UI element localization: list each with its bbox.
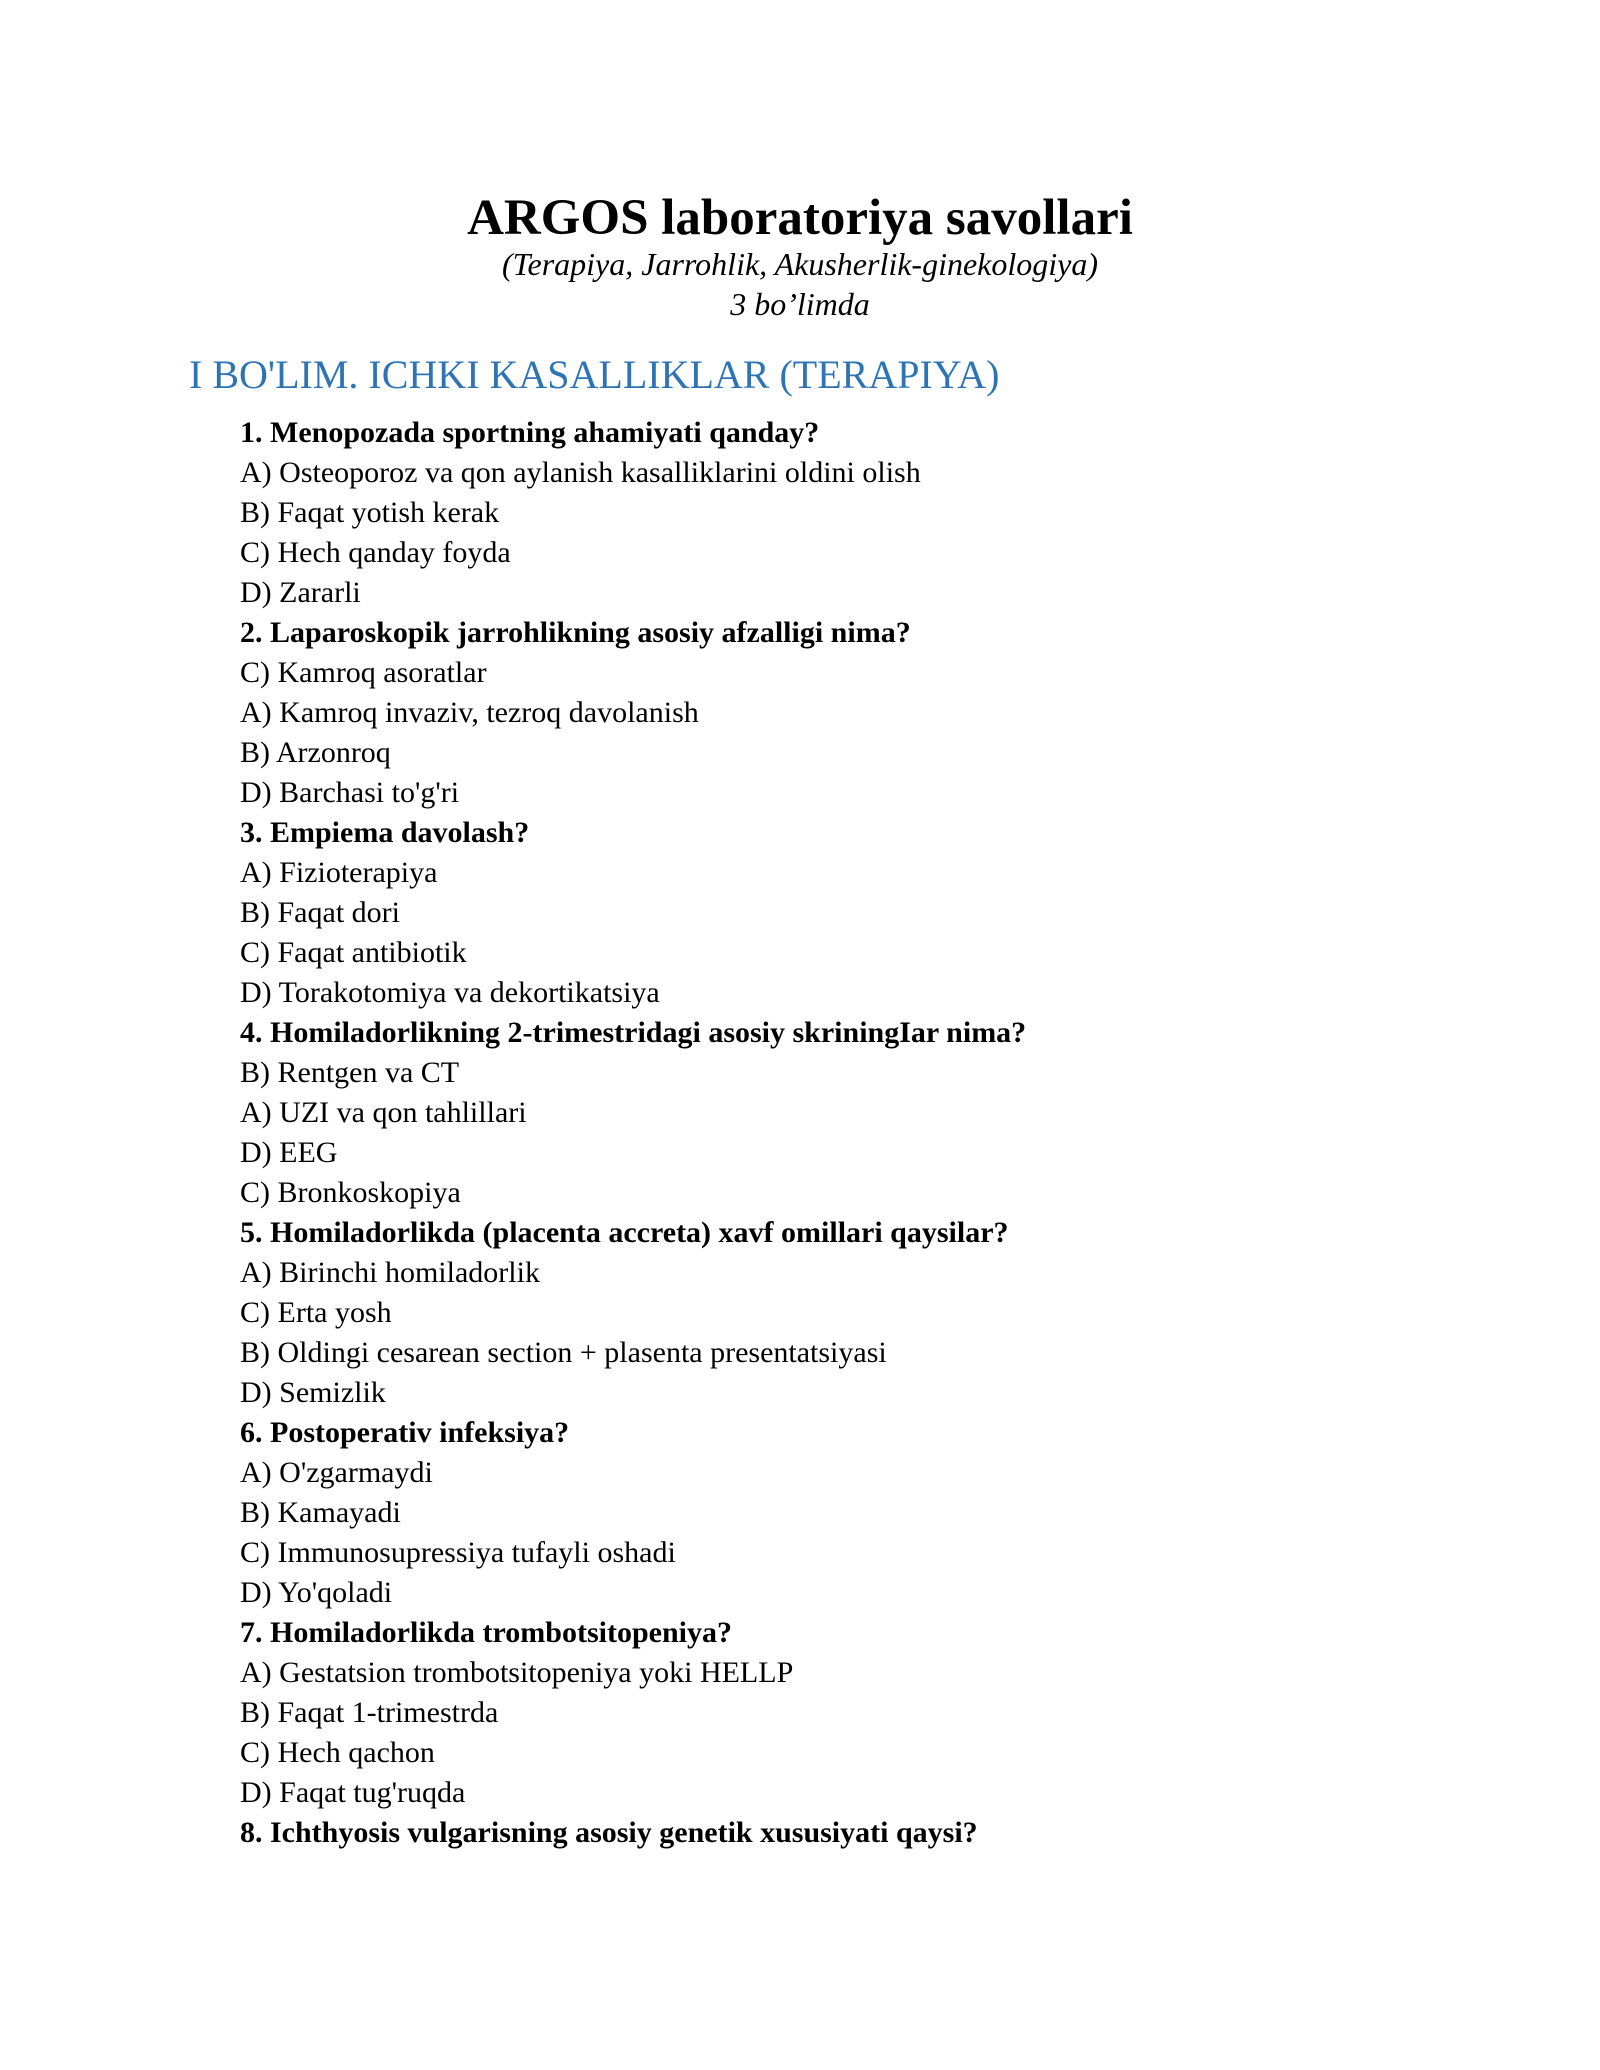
- answer-option: A) Kamroq invaziv, tezroq davolanish: [240, 696, 699, 729]
- answer-option: B) Rentgen va CT: [240, 1056, 460, 1089]
- question-text: 1. Menopozada sportning ahamiyati qanday?: [240, 416, 820, 449]
- question-text: 4. Homiladorlikning 2-trimestridagi asosiy skriningIar nima?: [240, 1016, 1027, 1049]
- question-text: 5. Homiladorlikda (placenta accreta) xavf omillari qaysilar?: [240, 1216, 1009, 1249]
- answer-option: B) Faqat 1-trimestrda: [240, 1696, 499, 1729]
- question-text: 6. Postoperativ infeksiya?: [240, 1416, 570, 1449]
- answer-option: C) Hech qanday foyda: [240, 536, 511, 569]
- answer-option: B) Oldingi cesarean section + plasenta presentatsiyasi: [240, 1336, 887, 1369]
- question-text: 3. Empiema davolash?: [240, 816, 530, 849]
- answer-option: C) Kamroq asoratlar: [240, 656, 487, 689]
- answer-option: B) Faqat yotish kerak: [240, 496, 500, 529]
- answer-option: D) EEG: [240, 1136, 338, 1169]
- answer-option: A) Gestatsion trombotsitopeniya yoki HELLP: [240, 1656, 794, 1689]
- answer-option: B) Kamayadi: [240, 1496, 401, 1529]
- answer-option: C) Erta yosh: [240, 1296, 392, 1329]
- answer-option: B) Arzonroq: [240, 736, 391, 769]
- answer-option: B) Faqat dori: [240, 896, 400, 929]
- answer-option: D) Torakotomiya va dekortikatsiya: [240, 976, 660, 1009]
- answer-option: A) Osteoporoz va qon aylanish kasalliklarini oldini olish: [240, 456, 921, 489]
- answer-option: C) Faqat antibiotik: [240, 936, 467, 969]
- answer-option: D) Barchasi to'g'ri: [240, 776, 460, 809]
- document-subtitle: (Terapiya, Jarrohlik, Akusherlik-ginekologiya): [501, 246, 1099, 282]
- answer-option: A) UZI va qon tahlillari: [240, 1096, 527, 1129]
- question-text: 8. Ichthyosis vulgarisning asosiy genetik xususiyati qaysi?: [240, 1816, 978, 1849]
- section-heading: I BO'LIM. ICHKI KASALLIKLAR (TERAPIYA): [189, 352, 1000, 397]
- answer-option: D) Faqat tug'ruqda: [240, 1776, 466, 1809]
- answer-option: D) Yo'qoladi: [240, 1576, 393, 1609]
- answer-option: C) Immunosupressiya tufayli oshadi: [240, 1536, 676, 1569]
- answer-option: A) Birinchi homiladorlik: [240, 1256, 540, 1289]
- answer-option: A) O'zgarmaydi: [240, 1456, 433, 1489]
- answer-option: C) Hech qachon: [240, 1736, 435, 1769]
- question-text: 2. Laparoskopik jarrohlikning asosiy afzalligi nima?: [240, 616, 911, 649]
- document-title: ARGOS laboratoriya savollari: [467, 190, 1133, 246]
- question-text: 7. Homiladorlikda trombotsitopeniya?: [240, 1616, 732, 1649]
- question-list: [240, 413, 1540, 1853]
- answer-option: A) Fizioterapiya: [240, 856, 438, 889]
- answer-option: C) Bronkoskopiya: [240, 1176, 461, 1209]
- answer-option: D) Zararli: [240, 576, 361, 609]
- answer-option: D) Semizlik: [240, 1376, 386, 1409]
- document-parts-note: 3 bo’limda: [730, 286, 870, 322]
